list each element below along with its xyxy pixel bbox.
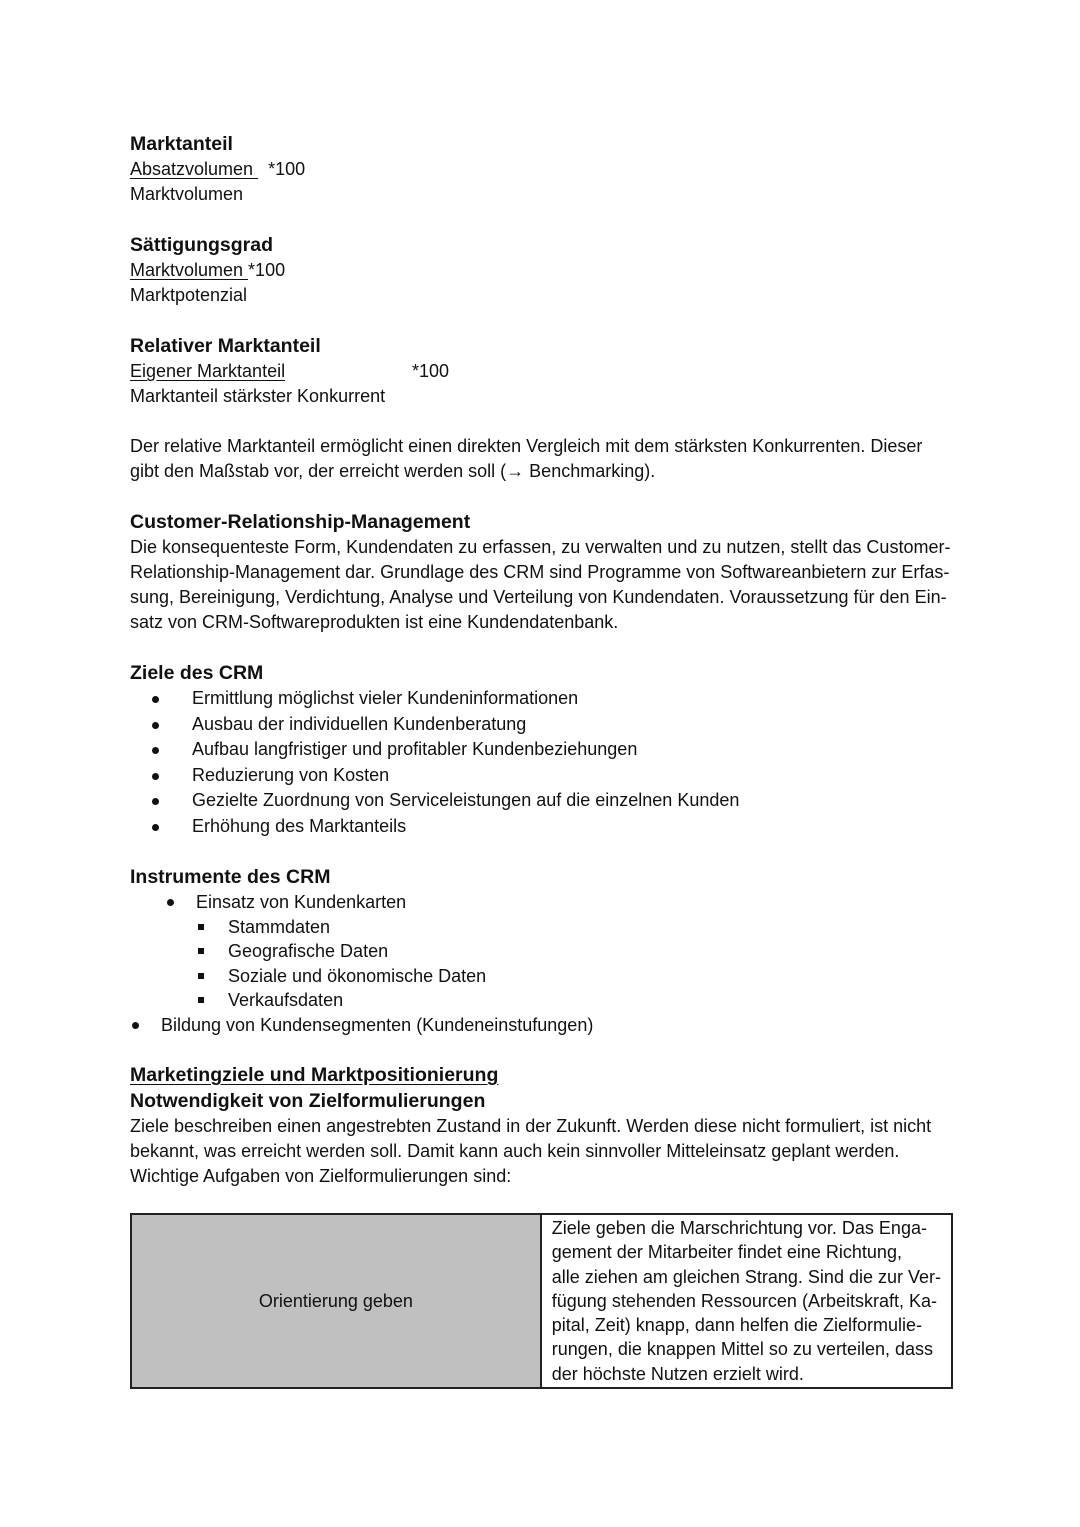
paragraph-line: Der relative Marktanteil ermöglicht einen direkten Vergleich mit dem stärksten Konkurrenten. Dieser bbox=[130, 436, 923, 456]
paragraph-line: Relationship-Management dar. Grundlage des CRM sind Programme von Softwareanbietern zur Erfas- bbox=[130, 562, 950, 582]
formula-multiplier: *100 bbox=[268, 159, 306, 179]
list-item bbox=[130, 712, 955, 738]
instrumente-list bbox=[130, 890, 955, 1037]
document-page bbox=[130, 131, 955, 1389]
bullet-icon bbox=[152, 747, 159, 754]
sub-list-item bbox=[130, 939, 955, 964]
section-crm bbox=[130, 509, 955, 635]
list-item-text: Einsatz von Kundenkarten bbox=[196, 892, 407, 912]
cell-line: fügung stehenden Ressourcen (Arbeitskraft, Ka- bbox=[551, 1290, 937, 1311]
heading-crm: Customer-Relationship-Management bbox=[130, 511, 471, 533]
bullet-icon bbox=[152, 696, 159, 703]
formula-denominator: Marktvolumen bbox=[130, 184, 244, 204]
formula-multiplier: *100 bbox=[248, 260, 286, 280]
heading-instrumente-crm: Instrumente des CRM bbox=[130, 866, 331, 888]
heading-ziele-crm: Ziele des CRM bbox=[130, 662, 264, 684]
zielformulierung-table bbox=[130, 1213, 953, 1389]
list-item-text: Bildung von Kundensegmenten (Kundeneinstufungen) bbox=[161, 1014, 594, 1035]
list-item bbox=[130, 814, 955, 840]
cell-line: pital, Zeit) knapp, dann helfen die Zielformulie- bbox=[551, 1315, 922, 1336]
bullet-icon bbox=[152, 798, 159, 805]
list-item bbox=[130, 763, 955, 789]
paragraph-line: sung, Bereinigung, Verdichtung, Analyse und Verteilung von Kundendaten. Voraussetzung für den Ein- bbox=[130, 587, 947, 607]
formula-numerator-row bbox=[130, 258, 955, 283]
list-item-text: Erhöhung des Marktanteils bbox=[192, 815, 407, 836]
paragraph-line: bekannt, was erreicht werden soll. Damit kann auch kein sinnvoller Mitteleinsatz geplant werden. bbox=[130, 1141, 900, 1161]
formula-numerator: Absatzvolumen bbox=[130, 159, 259, 179]
section-saettigungsgrad bbox=[130, 232, 955, 308]
table-label-cell: Orientierung geben bbox=[131, 1214, 541, 1388]
subheading-zielformulierungen: Notwendigkeit von Zielformulierungen bbox=[130, 1090, 486, 1112]
heading-saettigungsgrad: Sättigungsgrad bbox=[130, 234, 274, 256]
sub-list-item bbox=[130, 964, 955, 989]
list-item bbox=[130, 1013, 955, 1038]
relativer-marktanteil-explanation bbox=[130, 434, 955, 484]
paragraph-line: gibt den Maßstab vor, der erreicht werden soll (→ Benchmarking). bbox=[130, 461, 656, 481]
bullet-icon bbox=[132, 1022, 139, 1029]
bullet-icon bbox=[152, 824, 159, 831]
square-bullet-icon bbox=[198, 948, 204, 954]
square-bullet-icon bbox=[198, 997, 204, 1003]
list-item-text: Reduzierung von Kosten bbox=[192, 764, 390, 785]
list-item-text: Gezielte Zuordnung von Serviceleistungen auf die einzelnen Kunden bbox=[192, 790, 740, 810]
list-item bbox=[130, 737, 955, 763]
list-item bbox=[130, 788, 955, 814]
sub-list-item bbox=[130, 915, 955, 940]
ziele-list bbox=[130, 686, 955, 839]
square-bullet-icon bbox=[198, 924, 204, 930]
list-item-text: Stammdaten bbox=[228, 916, 331, 937]
list-item-text: Verkaufsdaten bbox=[228, 990, 344, 1010]
square-bullet-icon bbox=[198, 973, 204, 979]
list-item-text: Soziale und ökonomische Daten bbox=[228, 965, 487, 986]
formula-denominator: Marktanteil stärkster Konkurrent bbox=[130, 386, 386, 406]
paragraph-line: Wichtige Aufgaben von Zielformulierungen sind: bbox=[130, 1166, 512, 1186]
section-ziele-crm bbox=[130, 660, 955, 839]
list-item bbox=[130, 890, 955, 915]
list-item bbox=[130, 686, 955, 712]
bullet-icon bbox=[152, 773, 159, 780]
cell-line: rungen, die knappen Mittel so zu verteilen, dass bbox=[551, 1339, 933, 1360]
cell-line: gement der Mitarbeiter findet eine Richtung, bbox=[551, 1242, 902, 1263]
formula-numerator-row bbox=[130, 157, 955, 182]
section-instrumente-crm bbox=[130, 864, 955, 1037]
paragraph-line: Die konsequenteste Form, Kundendaten zu erfassen, zu verwalten und zu nutzen, stellt das Customer- bbox=[130, 537, 951, 557]
section-relativer-marktanteil bbox=[130, 333, 955, 409]
sub-list-item bbox=[130, 988, 955, 1013]
cell-line: der höchste Nutzen erzielt wird. bbox=[551, 1363, 804, 1384]
cell-line: alle ziehen am gleichen Strang. Sind die zur Ver- bbox=[551, 1266, 941, 1287]
list-item-text: Ermittlung möglichst vieler Kundeninformationen bbox=[192, 688, 579, 708]
heading-marketingziele: Marketingziele und Marktpositionierung bbox=[130, 1064, 499, 1086]
formula-multiplier: *100 bbox=[412, 361, 450, 381]
bullet-icon bbox=[152, 722, 159, 729]
cell-line: Ziele geben die Marschrichtung vor. Das Enga- bbox=[551, 1218, 927, 1238]
formula-numerator: Eigener Marktanteil bbox=[130, 361, 286, 381]
formula-numerator: Marktvolumen bbox=[130, 260, 249, 280]
heading-marktanteil: Marktanteil bbox=[130, 133, 233, 155]
paragraph-line: Ziele beschreiben einen angestrebten Zustand in der Zukunft. Werden diese nicht formuliert, ist nicht bbox=[130, 1116, 932, 1136]
table-row bbox=[131, 1214, 952, 1388]
bullet-icon bbox=[167, 899, 174, 906]
table-description-cell bbox=[541, 1214, 952, 1388]
section-marktanteil bbox=[130, 131, 955, 207]
section-marketingziele bbox=[130, 1062, 955, 1189]
list-item-text: Geografische Daten bbox=[228, 941, 389, 961]
heading-relativer-marktanteil: Relativer Marktanteil bbox=[130, 335, 321, 357]
formula-numerator-row bbox=[130, 359, 955, 384]
list-item-text: Ausbau der individuellen Kundenberatung bbox=[192, 713, 527, 734]
paragraph-line: satz von CRM-Softwareprodukten ist eine Kundendatenbank. bbox=[130, 612, 619, 632]
formula-denominator: Marktpotenzial bbox=[130, 285, 248, 305]
list-item-text: Aufbau langfristiger und profitabler Kundenbeziehungen bbox=[192, 739, 638, 759]
